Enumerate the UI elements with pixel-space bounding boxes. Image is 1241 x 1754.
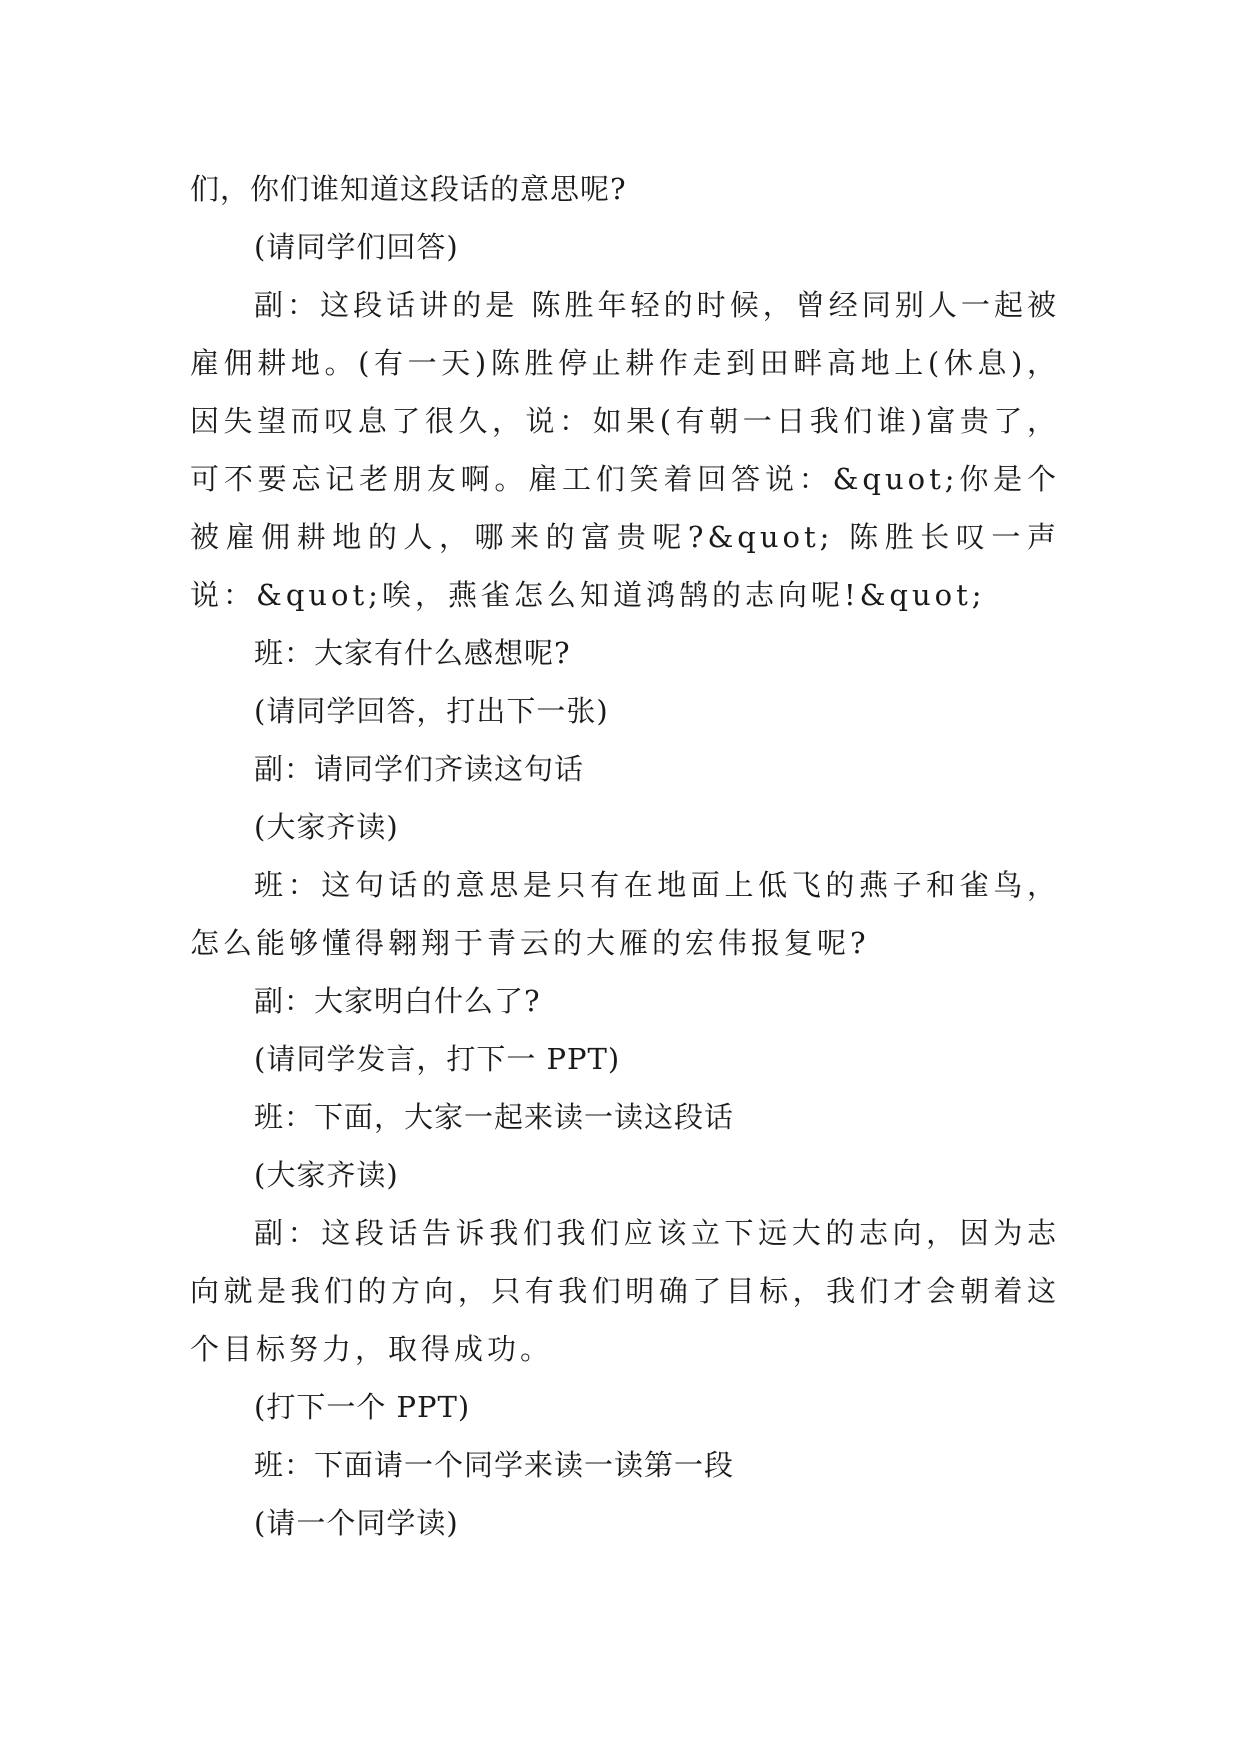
document-body <box>190 160 1060 1552</box>
paragraph: (请一个同学读) <box>254 1506 459 1540</box>
paragraph: 副：大家明白什么了? <box>254 984 541 1018</box>
paragraph: (大家齐读) <box>254 810 399 844</box>
paragraph: 班：这句话的意思是只有在地面上低飞的燕子和雀鸟，怎么能够懂得翱翔于青云的大雁的宏伟报复呢? <box>190 868 1060 960</box>
paragraph: 副：请同学们齐读这句话 <box>254 752 585 786</box>
paragraph: (大家齐读) <box>254 1158 399 1192</box>
paragraph: 班：下面请一个同学来读一读第一段 <box>254 1448 735 1482</box>
paragraph: (请同学回答，打出下一张) <box>254 694 609 728</box>
paragraph: 副：这段话讲的是 陈胜年轻的时候，曾经同别人一起被雇佣耕地。(有一天)陈胜停止耕作走到田畔高地上(休息)，因失望而叹息了很久，说：如果(有朝一日我们谁)富贵了，可不要忘记老朋友啊。雇工们笑着回答说：&quot;你是个被雇佣耕地的人，哪来的富贵呢?&quot; 陈胜长叹一声说：&quot;唉，燕雀怎么知道鸿鹄的志向呢!&quot; <box>190 288 1060 612</box>
paragraph: 班：大家有什么感想呢? <box>254 636 571 670</box>
paragraph: 副：这段话告诉我们我们应该立下远大的志向，因为志向就是我们的方向，只有我们明确了目标，我们才会朝着这个目标努力，取得成功。 <box>190 1216 1060 1366</box>
paragraph: (打下一个 PPT) <box>254 1390 471 1424</box>
paragraph: (请同学发言，打下一 PPT) <box>254 1042 621 1076</box>
paragraph: 班：下面，大家一起来读一读这段话 <box>254 1100 735 1134</box>
paragraph: 们，你们谁知道这段话的意思呢? <box>190 172 627 206</box>
paragraph: (请同学们回答) <box>254 230 459 264</box>
